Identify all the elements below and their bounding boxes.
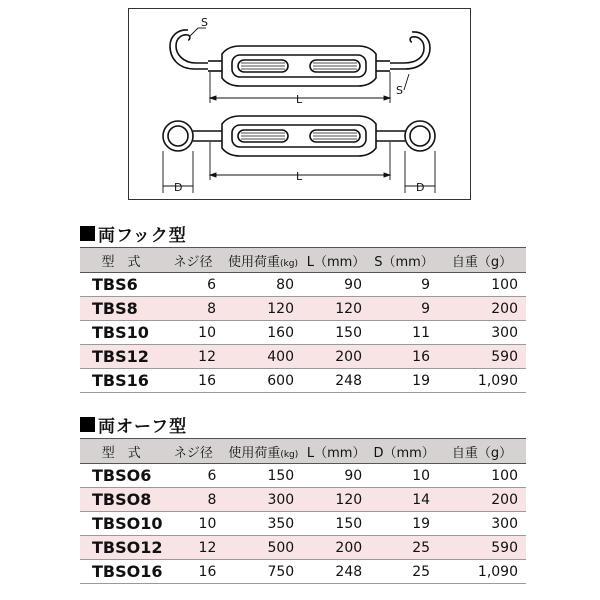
table-header-row [80,248,526,273]
table-row [80,488,526,512]
col-thread: ネジ径 [162,248,224,273]
table-header-row [80,439,526,464]
model-cell: TBSO12 [80,536,163,560]
col-thread: ネジ径 [163,439,225,464]
load-cell: 160 [224,321,302,345]
weight-cell: 200 [438,297,526,321]
col-weight: 自重（g） [438,248,526,273]
load-cell: 600 [224,369,302,393]
load-cell: 300 [224,488,302,512]
weight-cell: 590 [438,345,526,369]
length-cell: 150 [302,321,370,345]
col-d: D（mm） [370,439,438,464]
table-row [80,345,526,369]
d-label-left: D [174,181,183,194]
weight-cell: 300 [438,321,526,345]
load-cell: 80 [224,273,302,297]
thread-cell: 8 [162,297,224,321]
weight-cell: 590 [438,536,526,560]
length-cell: 200 [302,345,370,369]
weight-cell: 200 [438,488,526,512]
model-cell: TBS10 [80,321,162,345]
length-cell: 150 [302,512,370,536]
size-cell: 9 [370,273,438,297]
size-cell: 19 [370,512,438,536]
thread-cell: 16 [163,560,225,584]
s-label-top: S [201,16,208,29]
model-cell: TBSO8 [80,488,163,512]
weight-cell: 100 [438,464,526,488]
length-cell: 200 [302,536,370,560]
size-cell: 25 [370,560,438,584]
load-cell: 400 [224,345,302,369]
load-cell: 500 [224,536,302,560]
table-row [80,273,526,297]
size-cell: 11 [370,321,438,345]
thread-cell: 6 [162,273,224,297]
model-cell: TBSO6 [80,464,163,488]
hook-spec-table [80,247,526,393]
d-label-right: D [416,181,425,194]
hook-section-title: 両フック型 [80,221,187,246]
length-cell: 248 [302,369,370,393]
col-model: 型 式 [80,248,162,273]
col-model: 型 式 [80,439,163,464]
length-cell: 120 [302,297,370,321]
col-length: L（mm） [302,439,370,464]
load-cell: 350 [224,512,302,536]
col-load: 使用荷重(kg) [224,248,302,273]
table-row [80,297,526,321]
bullet-square-icon [80,417,95,432]
thread-cell: 6 [163,464,225,488]
s-label-right: S [396,84,403,97]
thread-cell: 10 [163,512,225,536]
size-cell: 9 [370,297,438,321]
weight-cell: 300 [438,512,526,536]
table-row [80,560,526,584]
model-cell: TBS12 [80,345,162,369]
thread-cell: 12 [162,345,224,369]
thread-cell: 16 [162,369,224,393]
length-cell: 90 [302,464,370,488]
weight-cell: 100 [438,273,526,297]
load-cell: 120 [224,297,302,321]
model-cell: TBSO16 [80,560,163,584]
length-cell: 90 [302,273,370,297]
table-row [80,464,526,488]
model-cell: TBSO10 [80,512,163,536]
table-row [80,369,526,393]
size-cell: 10 [370,464,438,488]
size-cell: 19 [370,369,438,393]
turnbuckle-diagram [128,8,471,200]
table-row [80,536,526,560]
size-cell: 16 [370,345,438,369]
l-label-top: L [296,93,303,106]
col-weight: 自重（g） [438,439,526,464]
load-cell: 750 [224,560,302,584]
model-cell: TBS8 [80,297,162,321]
size-cell: 14 [370,488,438,512]
thread-cell: 8 [163,488,225,512]
thread-cell: 10 [162,321,224,345]
size-cell: 25 [370,536,438,560]
weight-cell: 1,090 [438,560,526,584]
l-label-bottom: L [296,170,303,183]
eye-spec-table [80,438,526,584]
bullet-square-icon [80,226,95,241]
thread-cell: 12 [163,536,225,560]
col-s: S（mm） [370,248,438,273]
eye-section-title: 両オーフ型 [80,412,187,437]
length-cell: 120 [302,488,370,512]
model-cell: TBS16 [80,369,162,393]
model-cell: TBS6 [80,273,162,297]
length-cell: 248 [302,560,370,584]
load-cell: 150 [224,464,302,488]
weight-cell: 1,090 [438,369,526,393]
table-row [80,512,526,536]
col-length: L（mm） [302,248,370,273]
col-load: 使用荷重(kg) [224,439,302,464]
table-row [80,321,526,345]
